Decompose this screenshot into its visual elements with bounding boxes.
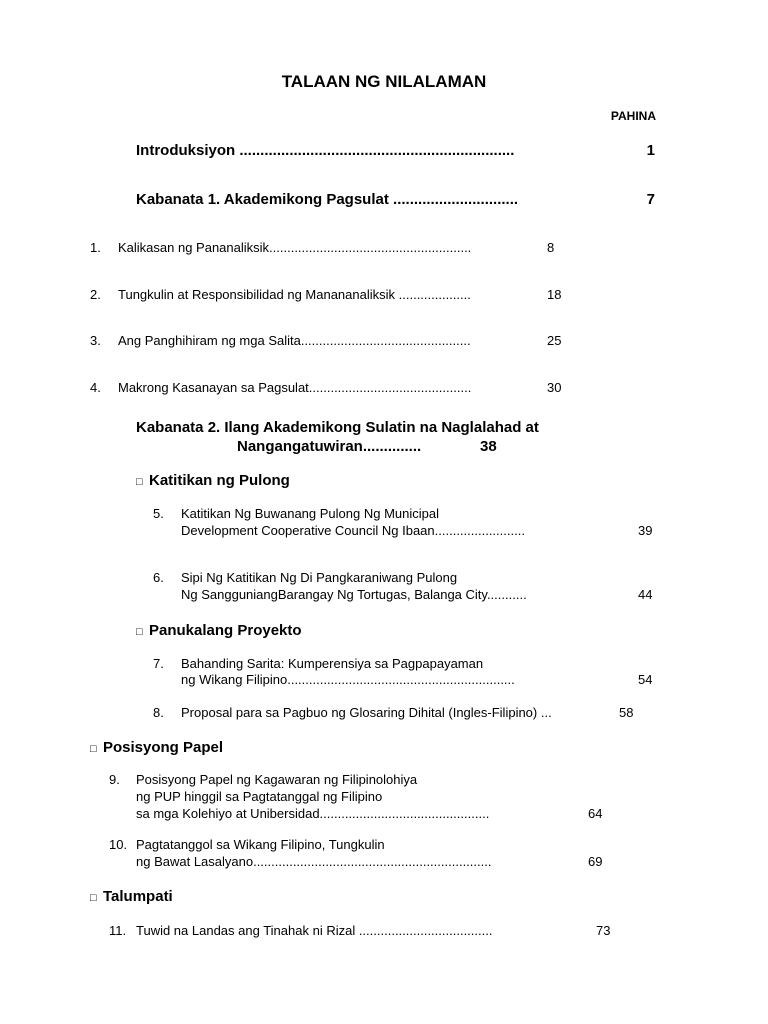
toc-page-number: 7 <box>646 191 655 208</box>
toc-item-5-cont: Development Cooperative Council Ng Ibaan......................... <box>181 523 525 538</box>
toc-item-number: 3. <box>90 333 101 348</box>
toc-item-1[interactable]: Kalikasan ng Pananaliksik........................................................ <box>118 240 472 255</box>
checkbox-icon: □ <box>136 476 143 488</box>
section-panukala[interactable] <box>136 622 302 639</box>
toc-item-9[interactable]: Posisyong Papel ng Kagawaran ng Filipinolohiya <box>136 772 418 787</box>
toc-entry-kabanata-1[interactable] <box>136 191 518 208</box>
toc-item-7-cont: ng Wikang Filipino............................................................... <box>181 672 515 687</box>
toc-entry-kabanata-2[interactable]: Kabanata 2. Ilang Akademikong Sulatin na Naglalahad at <box>136 419 539 436</box>
toc-page-number: 44 <box>638 587 653 602</box>
toc-item-9-cont: sa mga Kolehiyo at Unibersidad............................................... <box>136 806 490 821</box>
toc-item-5[interactable]: Katitikan Ng Buwanang Pulong Ng Municipal <box>181 506 439 521</box>
toc-item-6-cont: Ng SangguniangBarangay Ng Tortugas, Balanga City........... <box>181 587 527 602</box>
checkbox-icon: □ <box>136 626 143 638</box>
toc-item-8[interactable]: Proposal para sa Pagbuo ng Glosaring Dihital (Ingles-Filipino) ... <box>181 705 552 720</box>
toc-page-number: 64 <box>588 806 603 821</box>
toc-page-number: 18 <box>547 287 562 302</box>
toc-item-6[interactable]: Sipi Ng Katitikan Ng Di Pangkaraniwang Pulong <box>181 570 458 585</box>
toc-item-number: 10. <box>109 837 128 852</box>
toc-item-number: 1. <box>90 240 101 255</box>
toc-page-number: 25 <box>547 333 562 348</box>
toc-item-number: 2. <box>90 287 101 302</box>
toc-entry-kabanata-2-cont: Nangangatuwiran.............. <box>237 438 422 455</box>
toc-item-10-cont: ng Bawat Lasalyano.................................................................. <box>136 854 492 869</box>
toc-item-2[interactable]: Tungkulin at Responsibilidad ng Manananaliksik .................... <box>118 287 471 302</box>
toc-entry-text: Kabanata 1. Akademikong Pagsulat .............................. <box>136 191 519 208</box>
section-label: Panukalang Proyekto <box>149 622 302 639</box>
toc-item-number: 7. <box>153 656 164 671</box>
toc-page-number: 39 <box>638 523 653 538</box>
page-title: TALAAN NG NILALAMAN <box>281 72 487 91</box>
toc-page-number: 54 <box>638 672 653 687</box>
toc-entry-text: Introduksiyon .................................................................. <box>136 142 515 159</box>
section-posisyon[interactable] <box>90 739 223 756</box>
toc-page-number: 38 <box>480 438 497 455</box>
toc-page-number: 1 <box>646 142 655 159</box>
toc-page-number: 73 <box>596 923 611 938</box>
toc-page-number: 30 <box>547 380 562 395</box>
toc-item-11[interactable]: Tuwid na Landas ang Tinahak ni Rizal ..................................... <box>136 923 493 938</box>
toc-item-number: 5. <box>153 506 164 521</box>
toc-page-number: 69 <box>588 854 603 869</box>
toc-entry-intro[interactable] <box>136 142 514 159</box>
section-label: Katitikan ng Pulong <box>149 472 290 489</box>
section-label: Talumpati <box>103 888 173 905</box>
toc-item-9-cont: ng PUP hinggil sa Pagtatanggal ng Filipino <box>136 789 383 804</box>
checkbox-icon: □ <box>90 743 97 755</box>
toc-item-4[interactable]: Makrong Kasanayan sa Pagsulat............................................. <box>118 380 472 395</box>
toc-page-number: 58 <box>619 705 634 720</box>
toc-item-number: 6. <box>153 570 164 585</box>
section-katitikan[interactable] <box>136 472 290 489</box>
toc-item-3[interactable]: Ang Panghihiram ng mga Salita............................................... <box>118 333 471 348</box>
section-talumpati[interactable] <box>90 888 173 905</box>
toc-item-10[interactable]: Pagtatanggol sa Wikang Filipino, Tungkulin <box>136 837 385 852</box>
checkbox-icon: □ <box>90 892 97 904</box>
toc-item-number: 8. <box>153 705 164 720</box>
section-label: Posisyong Papel <box>103 739 224 756</box>
page-column-header: PAHINA <box>610 109 656 123</box>
toc-item-number: 4. <box>90 380 101 395</box>
toc-page-number: 8 <box>547 240 555 255</box>
toc-item-number: 9. <box>109 772 120 787</box>
toc-item-number: 11. <box>109 923 127 938</box>
toc-item-7[interactable]: Bahanding Sarita: Kumperensiya sa Pagpapayaman <box>181 656 484 671</box>
